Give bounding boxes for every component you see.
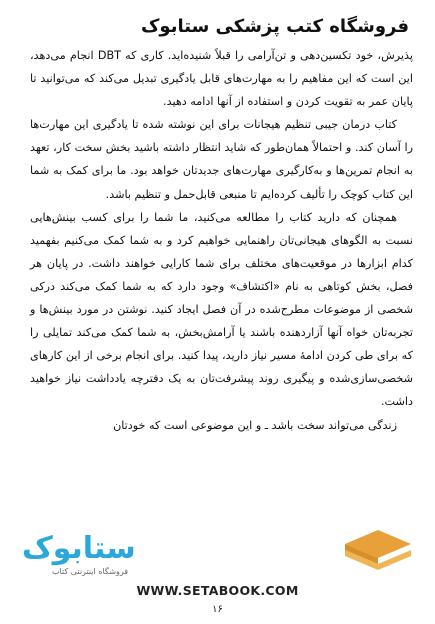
paragraph-2: کتاب درمان جیبی تنظیم هیجانات برای این نوشته شده تا یادگیری این مهارت‌ها را آسان کند. و احتمالاً همان‌طور که شاید انتظار داشته باشید بخش سخت کار، تعهد به انجام تمرین‌ها و به‌کارگیری مهارت‌های جدیدتان خواهد بود. ما برای کمک به شما این کتاب کوچک را تألیف کرده‌ایم تا منبعی قابل‌حمل و تنظیم باشد. — [30, 118, 413, 201]
page-number: ۱۶ — [212, 604, 223, 615]
brand-tagline: فروشگاه اینترنتی کتاب — [52, 567, 129, 576]
body-text — [30, 44, 413, 437]
paragraph-3: همچنان که دارید کتاب را مطالعه می‌کنید، ما شما را برای کسب بینش‌هایی نسبت به الگوهای هیجانی‌تان راهنمایی خواهیم کرد و به شما کمک می‌کنیم بفهمید کدام ابزارها در موقعیت‌های مختلف برای شما کارایی خواهند داشت. در پایان هر فصل، بخش کوتاهی به نام «اکتشاف» وجود دارد که به شما کمک می‌کند درکی شخصی از موضوعات مطرح‌شده در آن فصل ایجاد کنید. نوشتن در مورد بینش‌ها و تجربه‌تان خواه آنها آزاردهنده باشند یا آرامش‌بخش، به شما کمک می‌کند تمایلی را که برای طی کردن ادامهٔ مسیر نیاز دارید، پیدا کنید. برای انجام برخی از این کارهای شخصی‌سازی‌شده و پیگیری روند پیشرفت‌تان به یک دفترچه یادداشت نیاز خواهید داشت. — [30, 210, 413, 409]
brand-name: ستابوک — [22, 530, 136, 566]
brand-logo — [22, 523, 172, 576]
book-stack-logo-icon — [341, 526, 415, 574]
page-header-title: فروشگاه کتب پزشکی ستابوک — [140, 16, 409, 37]
website-url: WWW.SETABOOK.COM — [136, 583, 299, 598]
paragraph-1: پذیرش، خود تکسین‌دهی و تن‌آرامی را قبلاً شنیده‌اید. کاری که DBT انجام می‌دهد، این است که این مفاهیم را به مهارت‌های قابل یادگیری تبدیل می‌کند که می‌توانید تا پایان عمر به تقویت کردن و استفاده از آنها ادامه دهید. — [30, 49, 414, 109]
paragraph-4: زندگی می‌تواند سخت باشد ـ و این موضوعی است که خودتان — [113, 418, 397, 432]
